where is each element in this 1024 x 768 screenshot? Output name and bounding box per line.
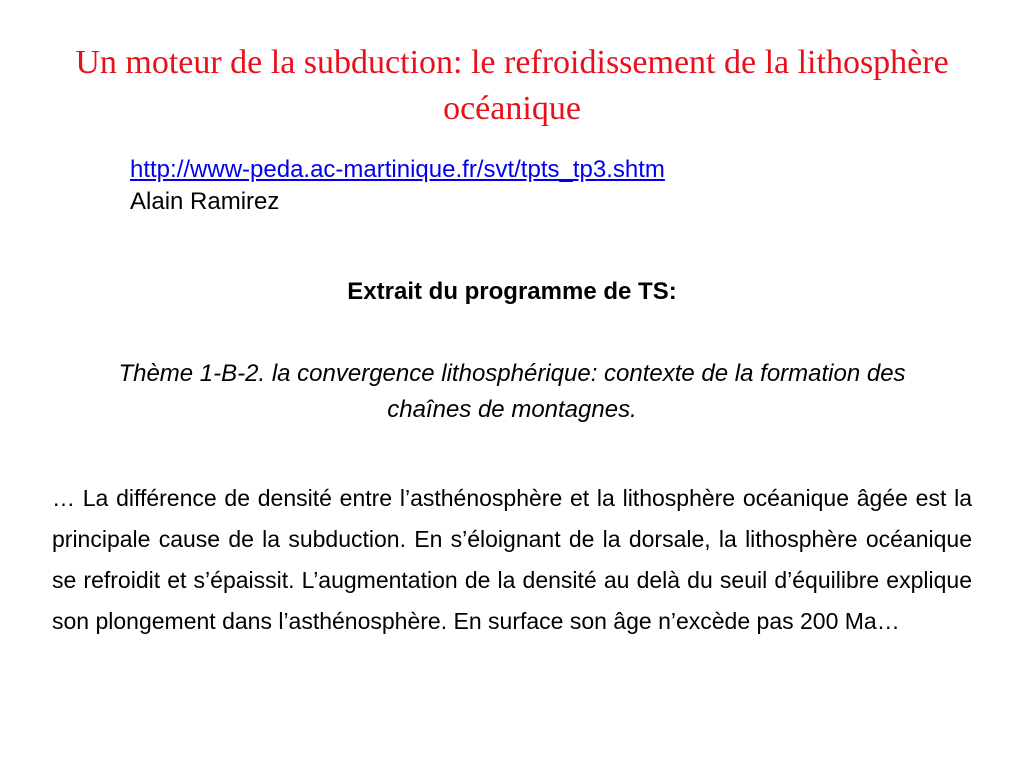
theme-text: Thème 1-B-2. la convergence lithosphérique: contexte de la formation des chaînes de montagnes.: [118, 360, 906, 423]
source-link[interactable]: http://www-peda.ac-martinique.fr/svt/tpts_tp3.shtm: [130, 156, 665, 183]
extract-heading: Extrait du programme de TS:: [347, 278, 677, 305]
author-name: Alain Ramirez: [130, 188, 280, 215]
slide-title: Un moteur de la subduction: le refroidissement de la lithosphère océanique: [75, 44, 949, 127]
source-block: [130, 154, 665, 218]
extract-body: … La différence de densité entre l’asthénosphère et la lithosphère océanique âgée est la principale cause de la subduction. En s’éloignant de la dorsale, la lithosphère océanique se refroidit et s’épaissit. L’augmentation de la densité au delà du seuil d’équilibre explique son plongement dans l’asthénosphère. En surface son âge n’excède pas 200 Ma…: [52, 485, 972, 634]
